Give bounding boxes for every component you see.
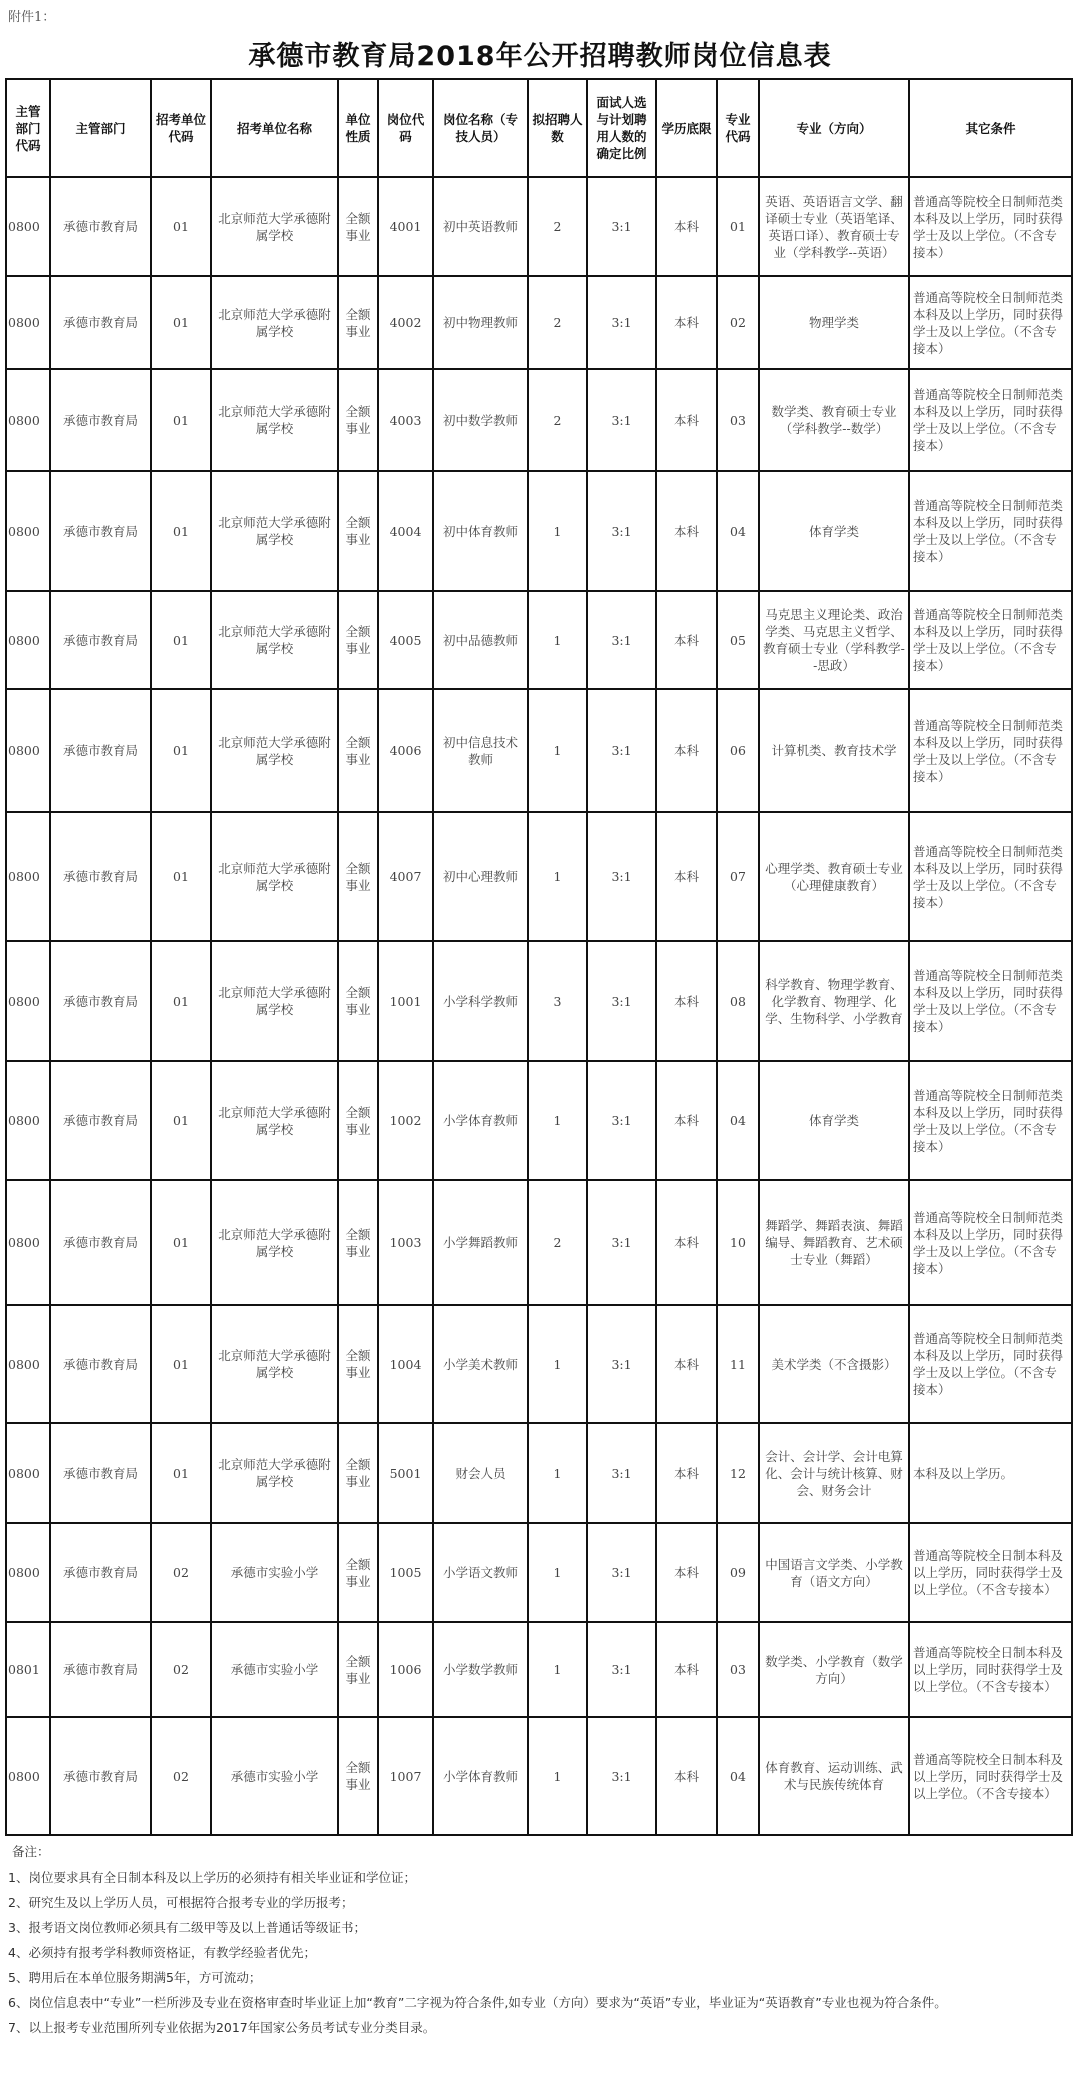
other-cell: 普通高等院校全日制师范类本科及以上学历，同时获得学士及以上学位。（不含专接本） [909, 1180, 1072, 1305]
post-name-cell: 小学舞蹈教师 [433, 1180, 528, 1305]
header-major: 专业（方向） [759, 79, 909, 177]
table-row [6, 1423, 1072, 1523]
major-cell: 马克思主义理论类、政治学类、马克思主义哲学、教育硕士专业（学科教学--思政） [759, 591, 909, 689]
edu-cell: 本科 [656, 1305, 717, 1423]
unit-type-cell: 全额事业 [338, 1622, 378, 1717]
recruitment-table [5, 78, 1073, 1836]
edu-cell: 本科 [656, 812, 717, 941]
post-code-cell: 4004 [378, 471, 433, 591]
dept-code-cell: 0800 [6, 689, 50, 812]
dept-code-cell: 0800 [6, 276, 50, 369]
unit-name-cell: 承德市实验小学 [211, 1523, 338, 1622]
unit-type-cell: 全额事业 [338, 276, 378, 369]
post-name-cell: 小学数学教师 [433, 1622, 528, 1717]
table-row [6, 471, 1072, 591]
note-item: 4、必须持有报考学科教师资格证，有教学经验者优先； [8, 1945, 316, 1960]
major-code-cell: 12 [717, 1423, 759, 1523]
dept-code-cell: 0800 [6, 591, 50, 689]
unit-type-cell: 全额事业 [338, 471, 378, 591]
notes-heading: 备注： [12, 1844, 50, 1859]
table-row [6, 1180, 1072, 1305]
unit-name-cell: 北京师范大学承德附属学校 [211, 591, 338, 689]
major-cell: 心理学类、教育硕士专业（心理健康教育） [759, 812, 909, 941]
unit-code-cell: 01 [151, 689, 211, 812]
post-name-cell: 初中心理教师 [433, 812, 528, 941]
post-code-cell: 1005 [378, 1523, 433, 1622]
major-cell: 英语、英语语言文学、翻译硕士专业（英语笔译、英语口译）、教育硕士专业（学科教学--英语） [759, 177, 909, 276]
other-cell: 普通高等院校全日制本科及以上学历，同时获得学士及以上学位。（不含专接本） [909, 1717, 1072, 1835]
note-item: 1、岗位要求具有全日制本科及以上学历的必须持有相关毕业证和学位证； [8, 1870, 416, 1885]
post-name-cell: 小学美术教师 [433, 1305, 528, 1423]
post-code-cell: 1002 [378, 1061, 433, 1180]
edu-cell: 本科 [656, 1622, 717, 1717]
other-cell: 普通高等院校全日制师范类本科及以上学历，同时获得学士及以上学位。（不含专接本） [909, 1061, 1072, 1180]
other-cell: 普通高等院校全日制师范类本科及以上学历，同时获得学士及以上学位。（不含专接本） [909, 689, 1072, 812]
major-cell: 计算机类、教育技术学 [759, 689, 909, 812]
dept-cell: 承德市教育局 [50, 1305, 151, 1423]
post-code-cell: 1001 [378, 941, 433, 1061]
post-code-cell: 4005 [378, 591, 433, 689]
unit-name-cell: 北京师范大学承德附属学校 [211, 1061, 338, 1180]
edu-cell: 本科 [656, 276, 717, 369]
edu-cell: 本科 [656, 1423, 717, 1523]
count-cell: 1 [528, 1622, 587, 1717]
edu-cell: 本科 [656, 1180, 717, 1305]
post-code-cell: 4003 [378, 369, 433, 471]
attachment-label: 附件1： [8, 10, 56, 25]
dept-code-cell: 0800 [6, 1717, 50, 1835]
dept-cell: 承德市教育局 [50, 1523, 151, 1622]
note-item: 2、研究生及以上学历人员，可根据符合报考专业的学历报考； [8, 1895, 354, 1910]
ratio-cell: 3:1 [587, 689, 656, 812]
unit-type-cell: 全额事业 [338, 1523, 378, 1622]
dept-code-cell: 0800 [6, 1180, 50, 1305]
table-row [6, 812, 1072, 941]
dept-cell: 承德市教育局 [50, 941, 151, 1061]
major-cell: 舞蹈学、舞蹈表演、舞蹈编导、舞蹈教育、艺术硕士专业（舞蹈） [759, 1180, 909, 1305]
page-title [0, 34, 1080, 73]
major-cell: 中国语言文学类、小学教育（语文方向） [759, 1523, 909, 1622]
unit-name-cell: 北京师范大学承德附属学校 [211, 1423, 338, 1523]
edu-cell: 本科 [656, 369, 717, 471]
note-item: 5、聘用后在本单位服务期满5年，方可流动； [8, 1970, 262, 1985]
notes-section [8, 1842, 1073, 2044]
ratio-cell: 3:1 [587, 812, 656, 941]
unit-code-cell: 01 [151, 941, 211, 1061]
count-cell: 2 [528, 1180, 587, 1305]
ratio-cell: 3:1 [587, 1717, 656, 1835]
major-code-cell: 07 [717, 812, 759, 941]
major-code-cell: 04 [717, 1717, 759, 1835]
unit-code-cell: 01 [151, 471, 211, 591]
unit-type-cell: 全额事业 [338, 591, 378, 689]
unit-code-cell: 01 [151, 1061, 211, 1180]
unit-code-cell: 02 [151, 1523, 211, 1622]
edu-cell: 本科 [656, 689, 717, 812]
major-code-cell: 09 [717, 1523, 759, 1622]
edu-cell: 本科 [656, 177, 717, 276]
other-cell: 普通高等院校全日制师范类本科及以上学历，同时获得学士及以上学位。（不含专接本） [909, 941, 1072, 1061]
count-cell: 3 [528, 941, 587, 1061]
count-cell: 1 [528, 812, 587, 941]
table-row [6, 369, 1072, 471]
major-cell: 数学类、教育硕士专业（学科教学--数学） [759, 369, 909, 471]
edu-cell: 本科 [656, 1061, 717, 1180]
count-cell: 1 [528, 1061, 587, 1180]
ratio-cell: 3:1 [587, 1061, 656, 1180]
note-item: 3、报考语文岗位教师必须具有二级甲等及以上普通话等级证书； [8, 1920, 366, 1935]
other-cell: 普通高等院校全日制师范类本科及以上学历，同时获得学士及以上学位。（不含专接本） [909, 471, 1072, 591]
dept-code-cell: 0800 [6, 812, 50, 941]
post-name-cell: 财会人员 [433, 1423, 528, 1523]
table-row [6, 1061, 1072, 1180]
major-code-cell: 03 [717, 1622, 759, 1717]
unit-name-cell: 北京师范大学承德附属学校 [211, 1180, 338, 1305]
major-cell: 体育学类 [759, 1061, 909, 1180]
unit-code-cell: 01 [151, 1423, 211, 1523]
other-cell: 普通高等院校全日制师范类本科及以上学历，同时获得学士及以上学位。（不含专接本） [909, 276, 1072, 369]
unit-code-cell: 02 [151, 1622, 211, 1717]
header-major-code: 专业代码 [717, 79, 759, 177]
post-name-cell: 小学体育教师 [433, 1717, 528, 1835]
dept-cell: 承德市教育局 [50, 177, 151, 276]
other-cell: 本科及以上学历。 [909, 1423, 1072, 1523]
unit-code-cell: 01 [151, 591, 211, 689]
ratio-cell: 3:1 [587, 276, 656, 369]
header-post-name: 岗位名称（专技人员） [433, 79, 528, 177]
ratio-cell: 3:1 [587, 1523, 656, 1622]
other-cell: 普通高等院校全日制本科及以上学历，同时获得学士及以上学位。（不含专接本） [909, 1523, 1072, 1622]
other-cell: 普通高等院校全日制师范类本科及以上学历，同时获得学士及以上学位。（不含专接本） [909, 1305, 1072, 1423]
count-cell: 2 [528, 276, 587, 369]
post-name-cell: 初中数学教师 [433, 369, 528, 471]
edu-cell: 本科 [656, 591, 717, 689]
unit-name-cell: 北京师范大学承德附属学校 [211, 177, 338, 276]
major-code-cell: 04 [717, 471, 759, 591]
major-code-cell: 02 [717, 276, 759, 369]
note-item: 6、岗位信息表中“专业”一栏所涉及专业在资格审查时毕业证上加“教育”二字视为符合条件,如专业（方向）要求为“英语”专业，毕业证为“英语教育”专业也视为符合条件。 [8, 1995, 947, 2010]
edu-cell: 本科 [656, 1523, 717, 1622]
unit-name-cell: 北京师范大学承德附属学校 [211, 369, 338, 471]
header-dept-code: 主管部门代码 [6, 79, 50, 177]
other-cell: 普通高等院校全日制师范类本科及以上学历，同时获得学士及以上学位。（不含专接本） [909, 812, 1072, 941]
major-code-cell: 10 [717, 1180, 759, 1305]
header-unit-code: 招考单位代码 [151, 79, 211, 177]
dept-code-cell: 0800 [6, 1423, 50, 1523]
other-cell: 普通高等院校全日制师范类本科及以上学历，同时获得学士及以上学位。（不含专接本） [909, 369, 1072, 471]
header-edu: 学历底限 [656, 79, 717, 177]
post-name-cell: 初中信息技术教师 [433, 689, 528, 812]
unit-name-cell: 北京师范大学承德附属学校 [211, 276, 338, 369]
table-row [6, 941, 1072, 1061]
table-row [6, 1622, 1072, 1717]
dept-cell: 承德市教育局 [50, 471, 151, 591]
unit-code-cell: 01 [151, 1180, 211, 1305]
count-cell: 1 [528, 689, 587, 812]
unit-name-cell: 承德市实验小学 [211, 1622, 338, 1717]
ratio-cell: 3:1 [587, 591, 656, 689]
header-unit-name: 招考单位名称 [211, 79, 338, 177]
unit-type-cell: 全额事业 [338, 177, 378, 276]
major-cell: 会计、会计学、会计电算化、会计与统计核算、财会、财务会计 [759, 1423, 909, 1523]
count-cell: 1 [528, 1717, 587, 1835]
ratio-cell: 3:1 [587, 941, 656, 1061]
dept-code-cell: 0800 [6, 1523, 50, 1622]
unit-code-cell: 01 [151, 1305, 211, 1423]
post-name-cell: 初中物理教师 [433, 276, 528, 369]
post-name-cell: 小学体育教师 [433, 1061, 528, 1180]
table-row [6, 1523, 1072, 1622]
dept-cell: 承德市教育局 [50, 369, 151, 471]
count-cell: 1 [528, 1305, 587, 1423]
dept-cell: 承德市教育局 [50, 812, 151, 941]
table-row [6, 276, 1072, 369]
post-name-cell: 初中英语教师 [433, 177, 528, 276]
table-header-row [6, 79, 1072, 177]
major-code-cell: 04 [717, 1061, 759, 1180]
dept-cell: 承德市教育局 [50, 1423, 151, 1523]
post-code-cell: 1004 [378, 1305, 433, 1423]
ratio-cell: 3:1 [587, 1180, 656, 1305]
table-row [6, 689, 1072, 812]
ratio-cell: 3:1 [587, 177, 656, 276]
count-cell: 1 [528, 591, 587, 689]
unit-code-cell: 01 [151, 177, 211, 276]
other-cell: 普通高等院校全日制师范类本科及以上学历，同时获得学士及以上学位。（不含专接本） [909, 177, 1072, 276]
post-code-cell: 1006 [378, 1622, 433, 1717]
major-cell: 科学教育、物理学教育、化学教育、物理学、化学、生物科学、小学教育 [759, 941, 909, 1061]
dept-cell: 承德市教育局 [50, 276, 151, 369]
unit-code-cell: 01 [151, 369, 211, 471]
unit-type-cell: 全额事业 [338, 1305, 378, 1423]
table-row [6, 177, 1072, 276]
table-row [6, 1717, 1072, 1835]
post-code-cell: 5001 [378, 1423, 433, 1523]
ratio-cell: 3:1 [587, 1622, 656, 1717]
page-title-text: 承德市教育局2018年公开招聘教师岗位信息表 [248, 41, 832, 72]
unit-name-cell: 北京师范大学承德附属学校 [211, 471, 338, 591]
post-code-cell: 4002 [378, 276, 433, 369]
count-cell: 1 [528, 471, 587, 591]
count-cell: 1 [528, 1423, 587, 1523]
major-cell: 体育学类 [759, 471, 909, 591]
major-code-cell: 08 [717, 941, 759, 1061]
ratio-cell: 3:1 [587, 1423, 656, 1523]
unit-name-cell: 承德市实验小学 [211, 1717, 338, 1835]
unit-name-cell: 北京师范大学承德附属学校 [211, 941, 338, 1061]
dept-cell: 承德市教育局 [50, 1717, 151, 1835]
unit-code-cell: 01 [151, 276, 211, 369]
post-code-cell: 4001 [378, 177, 433, 276]
unit-type-cell: 全额事业 [338, 369, 378, 471]
dept-cell: 承德市教育局 [50, 689, 151, 812]
post-name-cell: 初中品德教师 [433, 591, 528, 689]
unit-name-cell: 北京师范大学承德附属学校 [211, 812, 338, 941]
ratio-cell: 3:1 [587, 471, 656, 591]
post-name-cell: 初中体育教师 [433, 471, 528, 591]
header-dept: 主管部门 [50, 79, 151, 177]
dept-cell: 承德市教育局 [50, 1061, 151, 1180]
unit-code-cell: 02 [151, 1717, 211, 1835]
header-post-code: 岗位代码 [378, 79, 433, 177]
major-code-cell: 11 [717, 1305, 759, 1423]
unit-type-cell: 全额事业 [338, 941, 378, 1061]
dept-code-cell: 0801 [6, 1622, 50, 1717]
unit-type-cell: 全额事业 [338, 1423, 378, 1523]
other-cell: 普通高等院校全日制师范类本科及以上学历，同时获得学士及以上学位。（不含专接本） [909, 591, 1072, 689]
post-name-cell: 小学语文教师 [433, 1523, 528, 1622]
header-count: 拟招聘人数 [528, 79, 587, 177]
header-other: 其它条件 [909, 79, 1072, 177]
dept-code-cell: 0800 [6, 177, 50, 276]
dept-cell: 承德市教育局 [50, 591, 151, 689]
major-cell: 数学类、小学教育（数学方向） [759, 1622, 909, 1717]
post-name-cell: 小学科学教师 [433, 941, 528, 1061]
ratio-cell: 3:1 [587, 1305, 656, 1423]
dept-cell: 承德市教育局 [50, 1180, 151, 1305]
ratio-cell: 3:1 [587, 369, 656, 471]
dept-code-cell: 0800 [6, 369, 50, 471]
edu-cell: 本科 [656, 941, 717, 1061]
major-cell: 体育教育、运动训练、武术与民族传统体育 [759, 1717, 909, 1835]
unit-name-cell: 北京师范大学承德附属学校 [211, 1305, 338, 1423]
dept-code-cell: 0800 [6, 471, 50, 591]
dept-code-cell: 0800 [6, 1061, 50, 1180]
unit-type-cell: 全额事业 [338, 1717, 378, 1835]
unit-type-cell: 全额事业 [338, 1180, 378, 1305]
post-code-cell: 1003 [378, 1180, 433, 1305]
major-code-cell: 03 [717, 369, 759, 471]
unit-type-cell: 全额事业 [338, 689, 378, 812]
edu-cell: 本科 [656, 1717, 717, 1835]
post-code-cell: 4007 [378, 812, 433, 941]
major-code-cell: 05 [717, 591, 759, 689]
major-cell: 美术学类（不含摄影） [759, 1305, 909, 1423]
other-cell: 普通高等院校全日制本科及以上学历，同时获得学士及以上学位。（不含专接本） [909, 1622, 1072, 1717]
major-code-cell: 01 [717, 177, 759, 276]
major-cell: 物理学类 [759, 276, 909, 369]
count-cell: 2 [528, 369, 587, 471]
dept-cell: 承德市教育局 [50, 1622, 151, 1717]
unit-type-cell: 全额事业 [338, 812, 378, 941]
header-ratio: 面试人选与计划聘用人数的确定比例 [587, 79, 656, 177]
count-cell: 2 [528, 177, 587, 276]
dept-code-cell: 0800 [6, 1305, 50, 1423]
dept-code-cell: 0800 [6, 941, 50, 1061]
post-code-cell: 1007 [378, 1717, 433, 1835]
unit-code-cell: 01 [151, 812, 211, 941]
table-row [6, 1305, 1072, 1423]
unit-name-cell: 北京师范大学承德附属学校 [211, 689, 338, 812]
note-item: 7、以上报考专业范围所列专业依据为2017年国家公务员考试专业分类目录。 [8, 2020, 436, 2035]
table-row [6, 591, 1072, 689]
count-cell: 1 [528, 1523, 587, 1622]
major-code-cell: 06 [717, 689, 759, 812]
edu-cell: 本科 [656, 471, 717, 591]
unit-type-cell: 全额事业 [338, 1061, 378, 1180]
post-code-cell: 4006 [378, 689, 433, 812]
header-unit-type: 单位性质 [338, 79, 378, 177]
